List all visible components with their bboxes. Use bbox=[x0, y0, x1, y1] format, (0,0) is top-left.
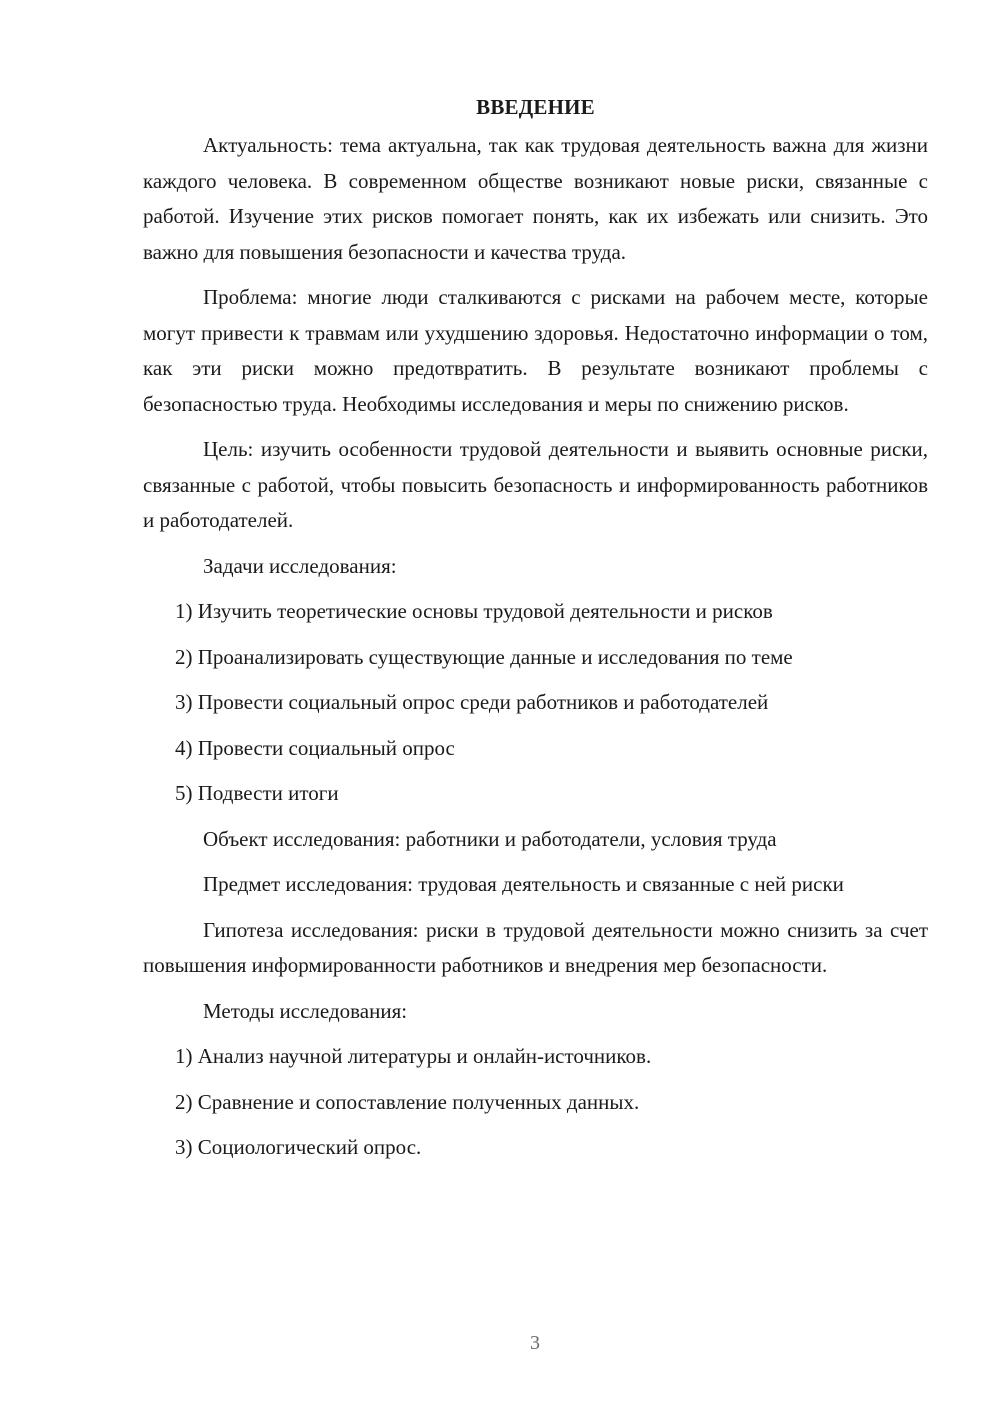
page-title: ВВЕДЕНИЕ bbox=[476, 95, 595, 119]
object-paragraph: Объект исследования: работники и работодатели, условия труда bbox=[203, 826, 777, 851]
list-item: 1) Анализ научной литературы и онлайн-источников. bbox=[175, 1044, 652, 1068]
tasks-list bbox=[143, 594, 928, 812]
page-number: 3 bbox=[530, 1332, 540, 1354]
methods-list bbox=[143, 1039, 928, 1166]
list-item: 3) Провести социальный опрос среди работников и работодателей bbox=[175, 690, 769, 714]
problem-paragraph: Проблема: многие люди сталкиваются с рисками на рабочем месте, которые могут привести к травмам или ухудшению здоровья. Недостаточно информации о том, как эти риски можно предотвратить. В результате возникают проблемы с безопасностью труда. Необходимы исследования и меры по снижению рисков. bbox=[143, 285, 928, 416]
list-item: 2) Проанализировать существующие данные и исследования по теме bbox=[175, 644, 793, 669]
goal-paragraph: Цель: изучить особенности трудовой деятельности и выявить основные риски, связанные с работой, чтобы повысить безопасность и информированность работников и работодателей. bbox=[143, 437, 928, 532]
hypothesis-paragraph: Гипотеза исследования: риски в трудовой деятельности можно снизить за счет повышения информированности работников и внедрения мер безопасности. bbox=[143, 917, 928, 977]
relevance-paragraph: Актуальность: тема актуальна, так как трудовая деятельность важна для жизни каждого человека. В современном обществе возникают новые риски, связанные с работой. Изучение этих рисков помогает понять, как их избежать или снизить. Это важно для повышения безопасности и качества труда. bbox=[143, 133, 928, 264]
list-item: 3) Социологический опрос. bbox=[175, 1135, 422, 1159]
list-item: 2) Сравнение и сопоставление полученных данных. bbox=[175, 1089, 640, 1114]
document-page bbox=[143, 90, 928, 1176]
subject-paragraph: Предмет исследования: трудовая деятельность и связанные с ней риски bbox=[203, 872, 844, 896]
list-item: 1) Изучить теоретические основы трудовой деятельности и рисков bbox=[175, 599, 773, 623]
list-item: 4) Провести социальный опрос bbox=[175, 735, 455, 760]
list-item: 5) Подвести итоги bbox=[175, 781, 339, 805]
methods-heading: Методы исследования: bbox=[203, 998, 408, 1023]
tasks-heading: Задачи исследования: bbox=[203, 553, 397, 578]
